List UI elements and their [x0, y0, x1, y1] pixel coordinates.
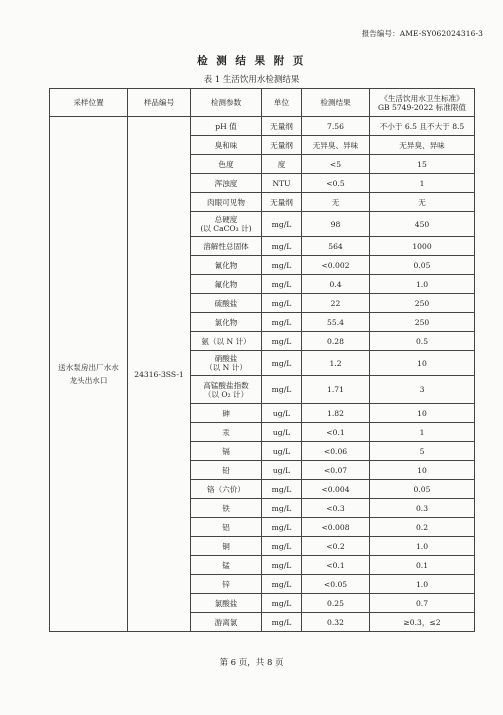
unit-cell: mg/L — [262, 480, 302, 499]
param-name: pH 值 — [215, 121, 237, 131]
limit-cell: 5 — [370, 442, 475, 461]
result-cell: 1.82 — [302, 404, 370, 423]
unit-cell: 无量纲 — [262, 117, 302, 136]
header-unit: 单位 — [262, 89, 302, 117]
table-caption: 表 1 生活饮用水检测结果 — [203, 75, 300, 85]
sample-id-cell: 24316-3SS-1 — [128, 117, 191, 632]
result-cell: 7.56 — [302, 117, 370, 136]
limit-cell: 15 — [370, 155, 475, 174]
param-cell — [191, 404, 262, 423]
limit-cell: 0.05 — [370, 256, 475, 275]
limit-cell: 1 — [370, 423, 475, 442]
param-name: 总硬度 — [214, 215, 238, 224]
param-cell — [191, 613, 262, 632]
limit-cell: 1.0 — [370, 537, 475, 556]
result-cell: <0.1 — [302, 423, 370, 442]
result-cell: <5 — [302, 155, 370, 174]
unit-cell: mg/L — [262, 613, 302, 632]
param-cell — [191, 313, 262, 332]
param-name: 砷 — [222, 408, 230, 418]
param-cell — [191, 499, 262, 518]
unit-cell: mg/L — [262, 351, 302, 376]
param-name: 游离氯 — [214, 617, 238, 627]
param-name: 铬（六价） — [207, 484, 245, 494]
param-cell — [191, 332, 262, 351]
param-cell — [191, 212, 262, 237]
limit-cell: ≥0.3，≤2 — [370, 613, 475, 632]
limit-cell: 10 — [370, 461, 475, 480]
unit-cell: mg/L — [262, 499, 302, 518]
result-cell: <0.05 — [302, 575, 370, 594]
param-name: 硝酸盐 — [214, 354, 238, 363]
limit-cell: 1.0 — [370, 575, 475, 594]
result-cell: 55.4 — [302, 313, 370, 332]
result-cell: <0.1 — [302, 556, 370, 575]
unit-cell: mg/L — [262, 313, 302, 332]
limit-cell: 450 — [370, 212, 475, 237]
unit-cell: ug/L — [262, 423, 302, 442]
result-cell: <0.002 — [302, 256, 370, 275]
unit-cell: mg/L — [262, 294, 302, 313]
limit-cell: 250 — [370, 313, 475, 332]
unit-cell: mg/L — [262, 237, 302, 256]
page-footer: 第 6 页，共 8 页 — [219, 658, 284, 668]
limit-cell: 0.2 — [370, 518, 475, 537]
unit-cell: 无量纲 — [262, 136, 302, 155]
limit-cell: 无异臭、异味 — [370, 136, 475, 155]
unit-cell: NTU — [262, 174, 302, 193]
param-qualifier: （以 O₂ 计） — [203, 389, 249, 399]
unit-cell: mg/L — [262, 256, 302, 275]
param-name: 臭和味 — [214, 140, 238, 150]
unit-cell: ug/L — [262, 404, 302, 423]
limit-cell: 0.5 — [370, 332, 475, 351]
unit-cell: mg/L — [262, 376, 302, 404]
param-name: 溶解性总固体 — [203, 241, 249, 251]
param-cell — [191, 480, 262, 499]
param-name: 锰 — [222, 560, 230, 570]
result-cell: <0.004 — [302, 480, 370, 499]
result-cell: 0.32 — [302, 613, 370, 632]
limit-cell: 0.1 — [370, 556, 475, 575]
param-name: 锌 — [222, 579, 230, 589]
result-cell: 98 — [302, 212, 370, 237]
unit-cell: mg/L — [262, 518, 302, 537]
param-name: 氨（以 N 计） — [201, 336, 251, 346]
limit-cell: 1.0 — [370, 275, 475, 294]
param-name: 氰化物 — [214, 260, 238, 270]
unit-cell: mg/L — [262, 556, 302, 575]
param-name: 肉眼可见物 — [207, 197, 245, 207]
header-result: 检测结果 — [302, 89, 370, 117]
limit-cell: 1000 — [370, 237, 475, 256]
result-cell: 22 — [302, 294, 370, 313]
result-cell: 无 — [302, 193, 370, 212]
param-cell — [191, 136, 262, 155]
param-qualifier: (以 CaCO₃ 计) — [200, 224, 252, 233]
limit-cell: 0.7 — [370, 594, 475, 613]
param-name: 铝 — [222, 522, 230, 532]
limit-cell: 1 — [370, 174, 475, 193]
param-cell — [191, 237, 262, 256]
unit-cell: mg/L — [262, 275, 302, 294]
param-name: 硫酸盐 — [214, 298, 238, 308]
limit-cell: 0.3 — [370, 499, 475, 518]
header-location: 采样位置 — [50, 89, 128, 117]
param-cell — [191, 518, 262, 537]
param-cell — [191, 537, 262, 556]
param-cell — [191, 461, 262, 480]
limit-cell: 无 — [370, 193, 475, 212]
unit-cell: mg/L — [262, 332, 302, 351]
result-cell: 1.2 — [302, 351, 370, 376]
limit-cell: 250 — [370, 294, 475, 313]
header-limit — [370, 89, 475, 117]
param-name: 铜 — [222, 541, 230, 551]
param-cell — [191, 442, 262, 461]
param-name: 色度 — [218, 159, 234, 169]
result-cell: 1.71 — [302, 376, 370, 404]
result-cell: 无异臭、异味 — [302, 136, 370, 155]
result-cell: <0.06 — [302, 442, 370, 461]
result-cell: 0.28 — [302, 332, 370, 351]
param-cell — [191, 556, 262, 575]
result-cell: <0.2 — [302, 537, 370, 556]
result-cell: 0.25 — [302, 594, 370, 613]
unit-cell: 无量纲 — [262, 193, 302, 212]
result-cell: <0.5 — [302, 174, 370, 193]
result-cell: <0.008 — [302, 518, 370, 537]
table-row — [50, 117, 475, 136]
param-cell — [191, 155, 262, 174]
report-number: 报告编号：AME-SY062024316-3 — [361, 29, 483, 38]
param-cell — [191, 275, 262, 294]
unit-cell: mg/L — [262, 575, 302, 594]
param-cell — [191, 117, 262, 136]
table-body — [50, 117, 475, 632]
param-cell — [191, 575, 262, 594]
header-sample-id: 样品编号 — [128, 89, 191, 117]
limit-cell: 3 — [370, 376, 475, 404]
result-cell: <0.3 — [302, 499, 370, 518]
results-table — [49, 88, 475, 632]
param-cell — [191, 594, 262, 613]
param-name: 高锰酸盐指数 — [203, 380, 249, 390]
limit-cell: 10 — [370, 404, 475, 423]
param-name: 氯酸盐 — [214, 598, 238, 608]
param-cell — [191, 174, 262, 193]
param-cell — [191, 193, 262, 212]
param-name: 汞 — [222, 427, 230, 437]
header-limit-line1: 《生活饮用水卫生标准》 — [380, 93, 464, 103]
unit-cell: ug/L — [262, 442, 302, 461]
param-cell — [191, 294, 262, 313]
param-name: 铁 — [222, 503, 230, 513]
result-cell: 0.4 — [302, 275, 370, 294]
param-cell — [191, 351, 262, 376]
result-cell: 564 — [302, 237, 370, 256]
param-qualifier: （以 N 计） — [205, 363, 247, 372]
unit-cell: 度 — [262, 155, 302, 174]
header-limit-line2: GB 5749-2022 标准限值 — [377, 102, 467, 112]
param-cell — [191, 423, 262, 442]
unit-cell: ug/L — [262, 461, 302, 480]
limit-cell: 10 — [370, 351, 475, 376]
unit-cell: mg/L — [262, 537, 302, 556]
unit-cell: mg/L — [262, 594, 302, 613]
page-title: 检 测 结 果 附 页 — [197, 55, 306, 67]
param-cell — [191, 256, 262, 275]
result-cell: <0.07 — [302, 461, 370, 480]
param-name: 铅 — [222, 465, 230, 475]
param-name: 氯化物 — [214, 317, 238, 327]
param-name: 镉 — [222, 446, 230, 456]
sampling-location-cell: 送水泵房出厂水水龙头出水口 — [50, 117, 128, 632]
limit-cell: 不小于 6.5 且不大于 8.5 — [370, 117, 475, 136]
header-param: 检测参数 — [191, 89, 262, 117]
param-cell — [191, 376, 262, 404]
limit-cell: 0.05 — [370, 480, 475, 499]
param-name: 氟化物 — [214, 279, 238, 289]
param-name: 浑浊度 — [214, 178, 238, 188]
unit-cell: mg/L — [262, 212, 302, 237]
table-header-row — [50, 89, 475, 117]
